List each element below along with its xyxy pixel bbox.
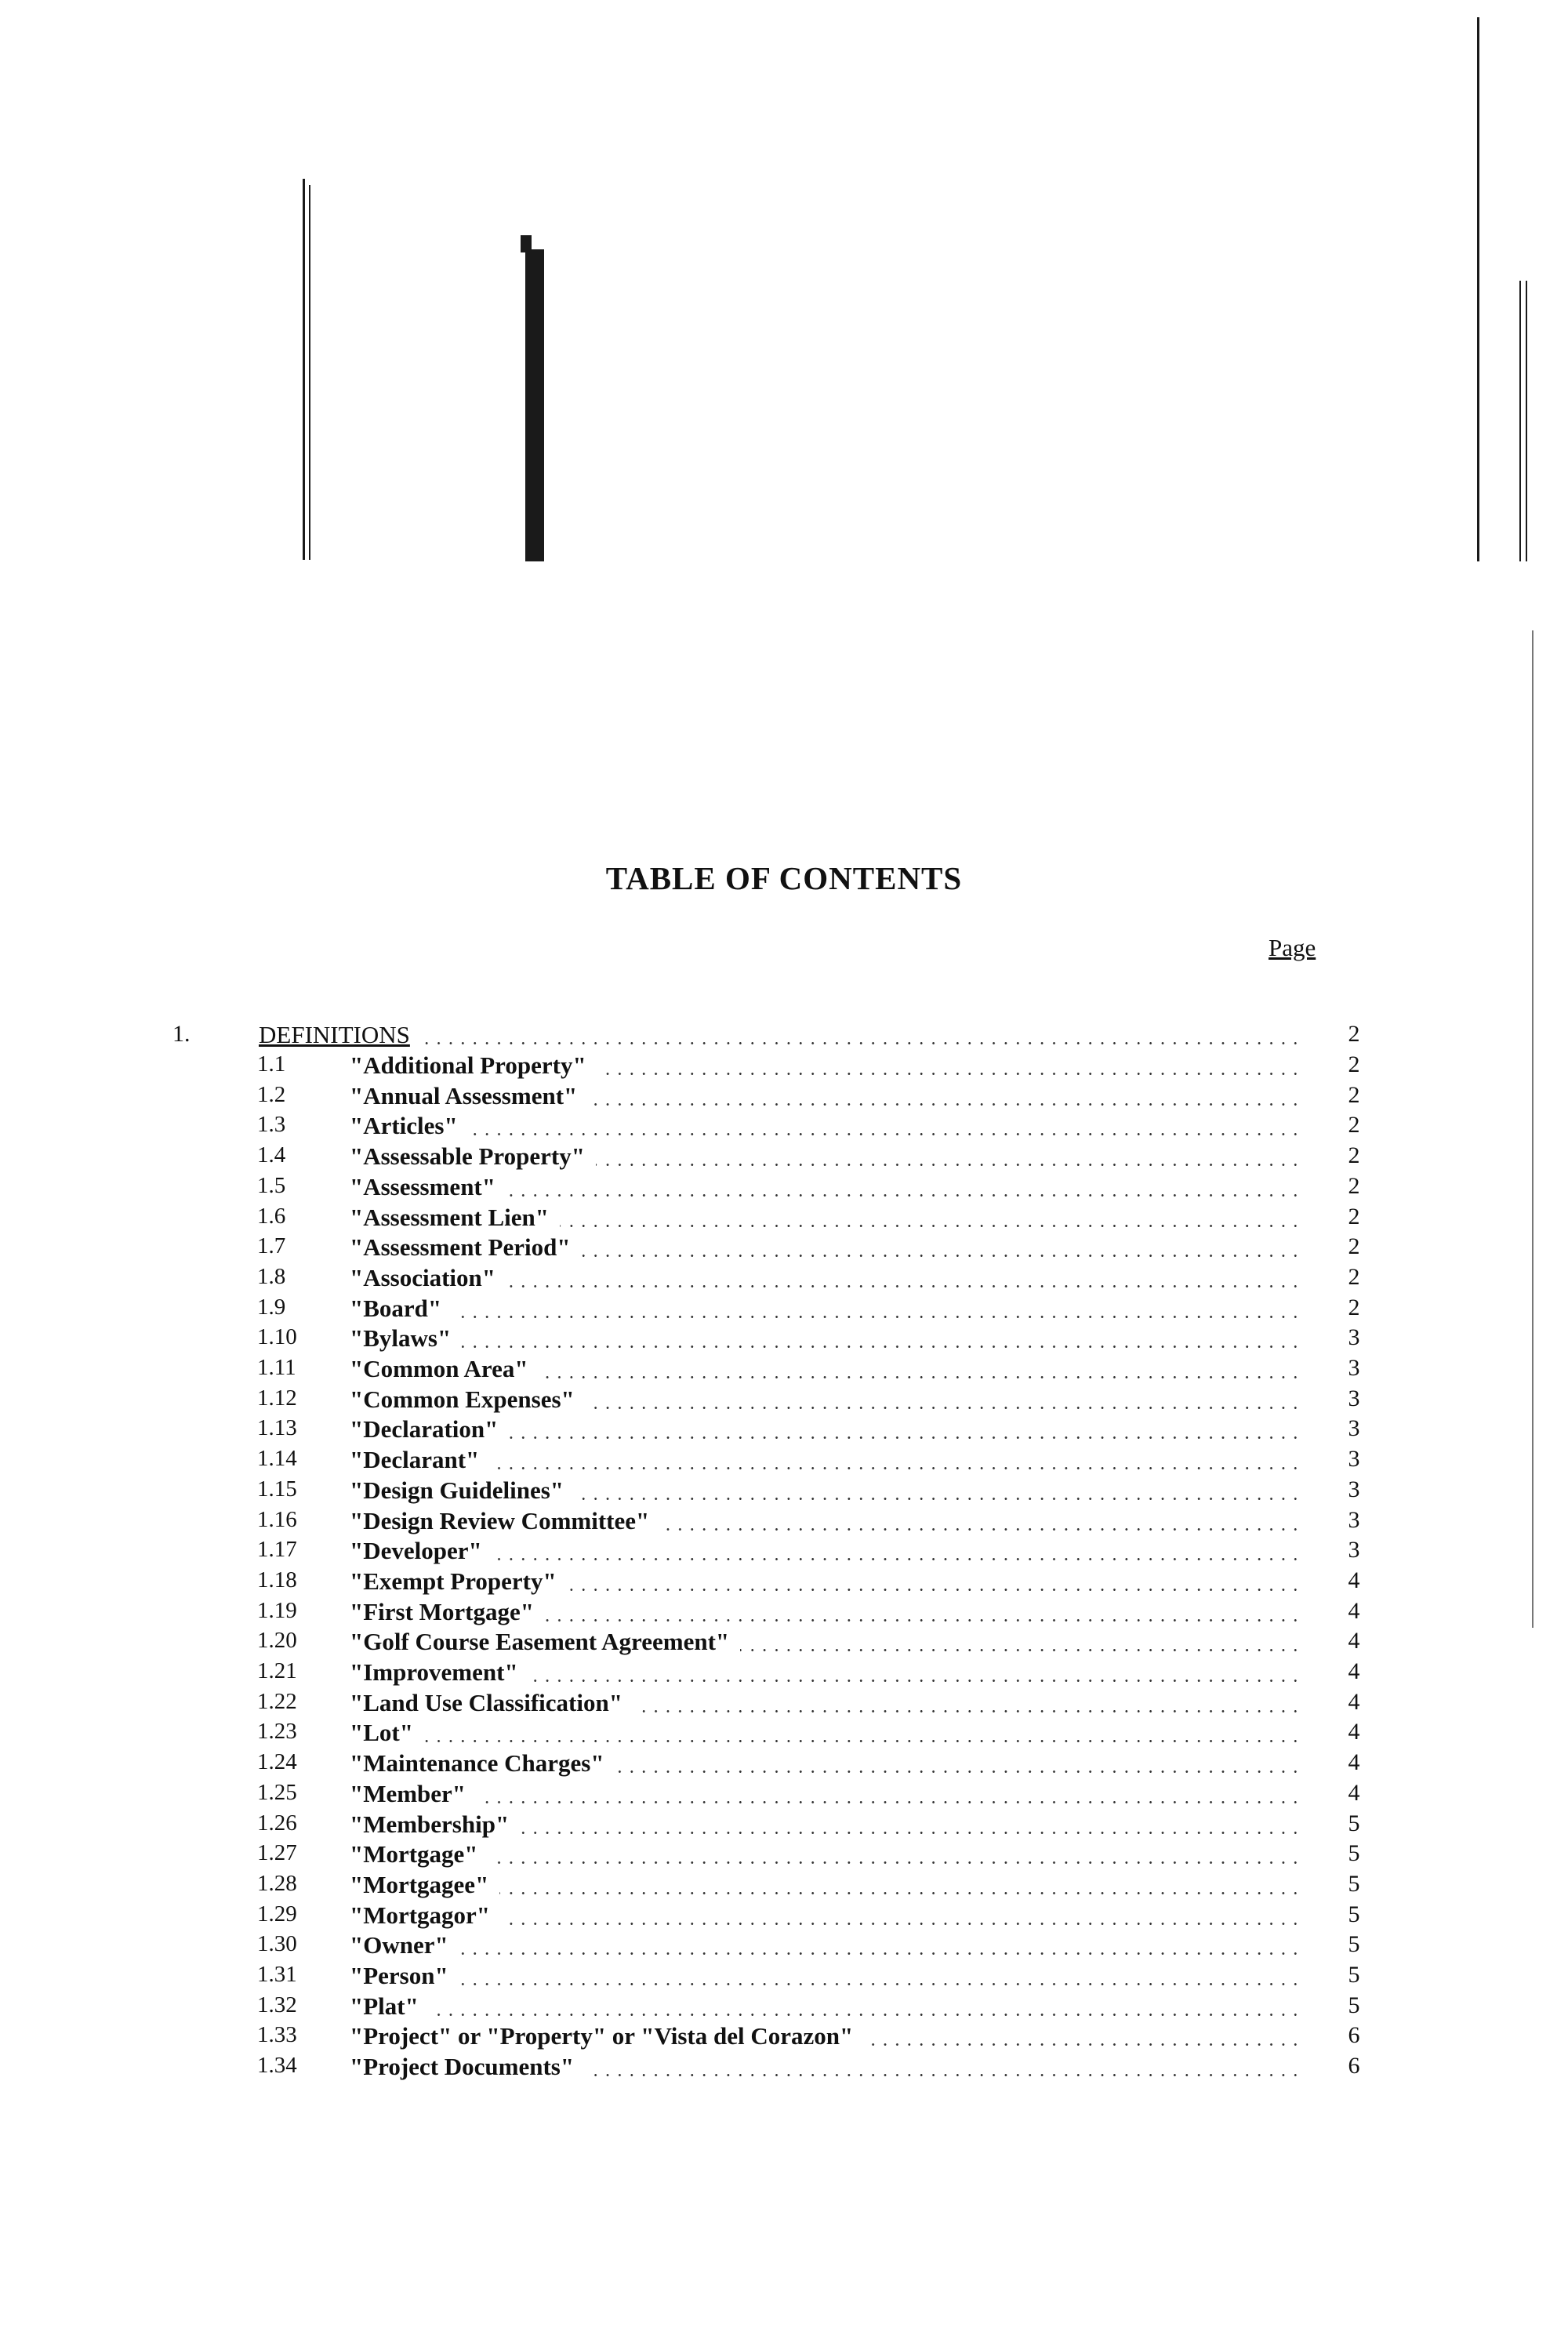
- entry-page-number: 2: [1348, 1112, 1360, 1138]
- section-number: 1.: [172, 1021, 191, 1047]
- entry-title: "Association": [350, 1264, 495, 1291]
- toc-entry[interactable]: [0, 1658, 1568, 1689]
- dot-leader: [489, 1861, 1301, 1864]
- entry-number: 1.6: [257, 1204, 286, 1229]
- entry-number: 1.19: [257, 1598, 297, 1623]
- toc-entry[interactable]: [0, 1324, 1568, 1355]
- toc-entry[interactable]: [0, 1355, 1568, 1385]
- dot-leader: [596, 1164, 1301, 1166]
- dot-leader: [586, 1407, 1301, 1409]
- entry-page-number: 4: [1348, 1628, 1360, 1654]
- dot-leader: [520, 1832, 1301, 1834]
- entry-page-number: 2: [1348, 1173, 1360, 1199]
- toc-entry[interactable]: [0, 1295, 1568, 1325]
- entry-page-number: 2: [1348, 1051, 1360, 1077]
- entry-page-number: 3: [1348, 1446, 1360, 1472]
- entry-number: 1.18: [257, 1567, 297, 1592]
- dot-leader: [459, 1983, 1301, 1985]
- toc-entry[interactable]: [0, 1173, 1568, 1204]
- entry-number: 1.29: [257, 1901, 297, 1927]
- toc-entry[interactable]: [0, 1233, 1568, 1264]
- toc-entry[interactable]: [0, 1901, 1568, 1932]
- dot-leader: [469, 1133, 1301, 1135]
- dot-leader: [506, 1194, 1301, 1197]
- dot-leader: [597, 1073, 1301, 1075]
- scan-bar-notch: [521, 235, 532, 252]
- entry-title: "Mortgage": [350, 1840, 478, 1868]
- section-page-number: 2: [1348, 1021, 1360, 1047]
- entry-number: 1.34: [257, 2053, 297, 2078]
- entry-title: "Declarant": [350, 1446, 480, 1473]
- entry-page-number: 3: [1348, 1537, 1360, 1563]
- toc-entry[interactable]: [0, 1476, 1568, 1507]
- entry-title: "Board": [350, 1295, 442, 1322]
- entry-number: 1.8: [257, 1264, 286, 1289]
- entry-title: "Common Area": [350, 1355, 528, 1382]
- toc-entry[interactable]: [0, 1142, 1568, 1173]
- dot-leader: [740, 1649, 1301, 1651]
- entry-title: "Developer": [350, 1537, 482, 1564]
- toc-entry[interactable]: [0, 1749, 1568, 1780]
- toc-entry[interactable]: [0, 1082, 1568, 1113]
- toc-entry[interactable]: [0, 1567, 1568, 1598]
- dot-leader: [539, 1376, 1301, 1378]
- entry-page-number: 4: [1348, 1780, 1360, 1806]
- entry-title: "Maintenance Charges": [350, 1749, 604, 1777]
- toc-section[interactable]: [0, 1021, 1568, 1052]
- entry-title: "Articles": [350, 1112, 458, 1139]
- entry-number: 1.21: [257, 1658, 297, 1683]
- entry-page-number: 5: [1348, 1810, 1360, 1836]
- entry-number: 1.27: [257, 1840, 297, 1865]
- entry-number: 1.17: [257, 1537, 297, 1562]
- entry-number: 1.10: [257, 1324, 297, 1349]
- dot-leader: [588, 1103, 1301, 1106]
- entry-number: 1.24: [257, 1749, 297, 1774]
- entry-title: "Improvement": [350, 1658, 518, 1686]
- entry-title: "Membership": [350, 1810, 510, 1838]
- entry-title: "Mortgagee": [350, 1871, 489, 1898]
- dot-leader: [568, 1589, 1301, 1591]
- entry-page-number: 6: [1348, 2053, 1360, 2079]
- entry-number: 1.20: [257, 1628, 297, 1653]
- entry-page-number: 3: [1348, 1324, 1360, 1350]
- entry-page-number: 2: [1348, 1204, 1360, 1229]
- entry-title: "Lot": [350, 1719, 413, 1746]
- entry-page-number: 2: [1348, 1264, 1360, 1290]
- entry-number: 1.25: [257, 1780, 297, 1805]
- entry-page-number: 3: [1348, 1507, 1360, 1533]
- page-title: TABLE OF CONTENTS: [605, 860, 963, 896]
- dot-leader: [501, 1923, 1301, 1925]
- entry-page-number: 4: [1348, 1598, 1360, 1624]
- scan-line-right-2: [1519, 281, 1521, 561]
- toc-entry[interactable]: [0, 1446, 1568, 1476]
- dot-leader: [477, 1801, 1301, 1803]
- entry-page-number: 2: [1348, 1082, 1360, 1108]
- entry-title: "Member": [350, 1780, 466, 1807]
- entry-number: 1.22: [257, 1689, 297, 1714]
- entry-page-number: 2: [1348, 1295, 1360, 1320]
- entry-title: "Common Expenses": [350, 1385, 575, 1413]
- entry-title: "Person": [350, 1962, 448, 1989]
- toc-entry[interactable]: [0, 1204, 1568, 1234]
- toc-entry[interactable]: [0, 1507, 1568, 1538]
- toc-entry[interactable]: [0, 1931, 1568, 1962]
- toc-entry[interactable]: [0, 1992, 1568, 2023]
- entry-number: 1.2: [257, 1082, 286, 1107]
- dot-leader: [459, 1952, 1301, 1955]
- entry-title: "Project Documents": [350, 2053, 575, 2080]
- entry-page-number: 5: [1348, 1871, 1360, 1897]
- entry-number: 1.15: [257, 1476, 297, 1502]
- dot-leader: [529, 1680, 1301, 1682]
- entry-number: 1.32: [257, 1992, 297, 2017]
- scan-line-right-3: [1526, 281, 1527, 561]
- section-title: DEFINITIONS: [259, 1021, 410, 1048]
- entry-title: "Assessment Period": [350, 1233, 571, 1261]
- toc-entry[interactable]: [0, 1051, 1568, 1082]
- entry-title: "Design Review Committee": [350, 1507, 650, 1534]
- dot-leader: [615, 1770, 1301, 1773]
- toc-entry[interactable]: [0, 1112, 1568, 1142]
- dot-leader: [462, 1346, 1301, 1348]
- entry-title: "Land Use Classification": [350, 1689, 622, 1716]
- entry-number: 1.5: [257, 1173, 286, 1198]
- entry-title: "Declaration": [350, 1415, 499, 1443]
- entry-number: 1.14: [257, 1446, 297, 1471]
- entry-page-number: 5: [1348, 1840, 1360, 1866]
- entry-page-number: 4: [1348, 1658, 1360, 1684]
- entry-number: 1.13: [257, 1415, 297, 1440]
- entry-number: 1.9: [257, 1295, 286, 1320]
- entry-title: "First Mortgage": [350, 1598, 534, 1625]
- dot-leader: [424, 1740, 1301, 1742]
- entry-page-number: 4: [1348, 1749, 1360, 1775]
- entry-page-number: 3: [1348, 1355, 1360, 1381]
- entry-number: 1.4: [257, 1142, 286, 1168]
- entry-page-number: 4: [1348, 1719, 1360, 1745]
- dot-leader: [560, 1225, 1301, 1227]
- entry-page-number: 4: [1348, 1689, 1360, 1715]
- toc-entry[interactable]: [0, 2053, 1568, 2083]
- toc-entry[interactable]: [0, 1689, 1568, 1720]
- entry-title: "Annual Assessment": [350, 1082, 578, 1109]
- entry-number: 1.31: [257, 1962, 297, 1987]
- entry-title: "Mortgagor": [350, 1901, 491, 1929]
- entry-page-number: 5: [1348, 1931, 1360, 1957]
- dot-leader: [490, 1467, 1301, 1469]
- dot-leader: [499, 1892, 1301, 1894]
- entry-page-number: 3: [1348, 1385, 1360, 1411]
- dot-leader: [493, 1558, 1301, 1560]
- entry-title: "Assessment": [350, 1173, 495, 1200]
- entry-number: 1.28: [257, 1871, 297, 1896]
- toc-entry[interactable]: [0, 1415, 1568, 1446]
- entry-title: "Golf Course Easement Agreement": [350, 1628, 730, 1655]
- dot-leader: [575, 1498, 1301, 1500]
- toc-entry[interactable]: [0, 1264, 1568, 1295]
- entry-page-number: 3: [1348, 1476, 1360, 1502]
- dot-leader: [421, 1042, 1301, 1044]
- toc-entry[interactable]: [0, 1598, 1568, 1629]
- entry-page-number: 5: [1348, 1901, 1360, 1927]
- entry-title: "Owner": [350, 1931, 448, 1959]
- scan-line-right-1: [1477, 17, 1479, 561]
- toc-entry[interactable]: [0, 1840, 1568, 1871]
- entry-number: 1.11: [257, 1355, 296, 1380]
- entry-page-number: 6: [1348, 2022, 1360, 2048]
- toc-entry[interactable]: [0, 1780, 1568, 1810]
- scan-bar-black: [525, 249, 544, 561]
- entry-page-number: 4: [1348, 1567, 1360, 1593]
- dot-leader: [585, 2074, 1301, 2076]
- entry-title: "Assessable Property": [350, 1142, 585, 1170]
- entry-number: 1.16: [257, 1507, 297, 1532]
- dot-leader: [545, 1619, 1301, 1622]
- entry-page-number: 2: [1348, 1233, 1360, 1259]
- page-column-label: Page: [1269, 934, 1316, 961]
- dot-leader: [452, 1316, 1301, 1318]
- entry-page-number: 5: [1348, 1992, 1360, 2018]
- toc-entry[interactable]: [0, 1628, 1568, 1658]
- toc-entry[interactable]: [0, 1871, 1568, 1901]
- toc-entry[interactable]: [0, 1719, 1568, 1749]
- entry-page-number: 2: [1348, 1142, 1360, 1168]
- toc-entry[interactable]: [0, 1385, 1568, 1416]
- scan-line-left-1: [303, 179, 305, 560]
- dot-leader: [509, 1436, 1301, 1439]
- entry-number: 1.1: [257, 1051, 286, 1077]
- entry-page-number: 5: [1348, 1962, 1360, 1988]
- entry-title: "Bylaws": [350, 1324, 452, 1352]
- entry-number: 1.7: [257, 1233, 286, 1258]
- entry-number: 1.3: [257, 1112, 286, 1137]
- dot-leader: [506, 1285, 1301, 1287]
- toc-entry[interactable]: [0, 1962, 1568, 1992]
- entry-title: "Plat": [350, 1992, 419, 2020]
- entry-title: "Design Guidelines": [350, 1476, 564, 1504]
- dot-leader: [582, 1255, 1301, 1257]
- entry-page-number: 3: [1348, 1415, 1360, 1441]
- dot-leader: [660, 1528, 1301, 1531]
- entry-title: "Additional Property": [350, 1051, 586, 1079]
- toc-entry[interactable]: [0, 1810, 1568, 1841]
- entry-title: "Assessment Lien": [350, 1204, 550, 1231]
- entry-number: 1.30: [257, 1931, 297, 1956]
- dot-leader: [430, 2014, 1301, 2016]
- toc-entry[interactable]: [0, 1537, 1568, 1567]
- entry-title: "Exempt Property": [350, 1567, 557, 1595]
- scan-line-left-2: [309, 185, 310, 560]
- entry-title: "Project" or "Property" or "Vista del Corazon": [350, 2022, 854, 2050]
- dot-leader: [864, 2043, 1301, 2046]
- entry-number: 1.33: [257, 2022, 297, 2047]
- entry-number: 1.12: [257, 1385, 297, 1411]
- dot-leader: [633, 1710, 1301, 1712]
- entry-number: 1.26: [257, 1810, 297, 1836]
- toc-entry[interactable]: [0, 2022, 1568, 2053]
- entry-number: 1.23: [257, 1719, 297, 1744]
